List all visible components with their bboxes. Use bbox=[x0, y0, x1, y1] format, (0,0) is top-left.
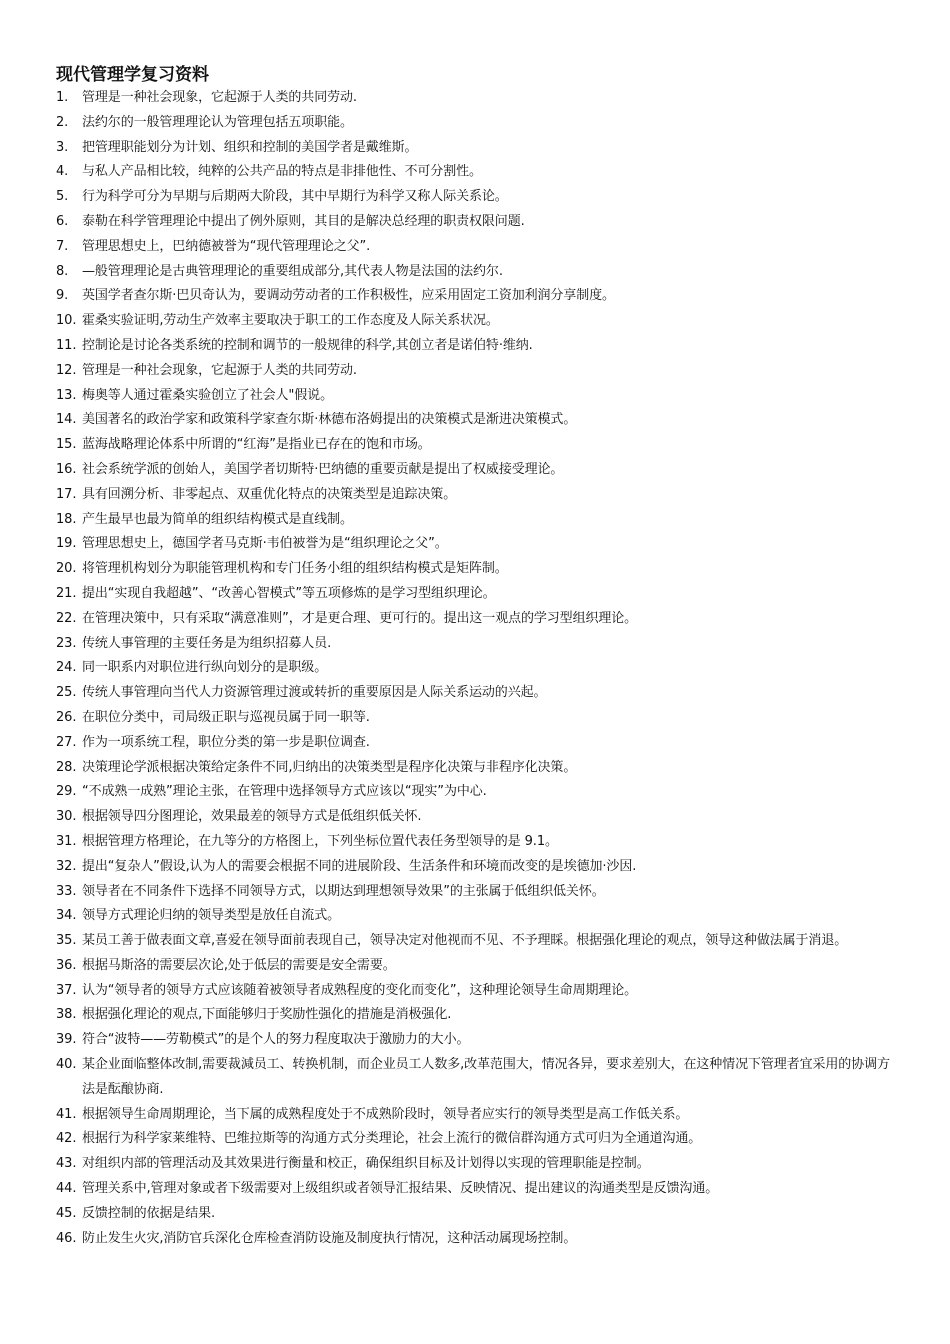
list-item bbox=[56, 681, 902, 706]
item-number: 45. bbox=[56, 1205, 77, 1221]
item-number: 12. bbox=[56, 362, 77, 378]
item-text: 社会系统学派的创始人，美国学者切斯特·巴纳德的重要贡献是提出了权威接受理论。 bbox=[82, 461, 564, 477]
item-number: 20. bbox=[56, 561, 77, 577]
item-number: 31. bbox=[56, 833, 77, 849]
list-item bbox=[56, 458, 902, 483]
item-text: 作为一项系统工程，职位分类的第一步是职位调查. bbox=[82, 734, 370, 750]
item-text: 传统人事管理向当代人力资源管理过渡或转折的重要原因是人际关系运动的兴起。 bbox=[82, 685, 547, 701]
list-item bbox=[56, 805, 902, 830]
list-item bbox=[56, 1053, 902, 1103]
item-number: 10. bbox=[56, 313, 77, 329]
item-text: 某员工善于做表面文章,喜爱在领导面前表现自己，领导决定对他视而不见、不予理睬。根据强化理论的观点，领导这种做法属于消退。 bbox=[82, 933, 848, 949]
item-number: 30. bbox=[56, 809, 77, 825]
item-text: 管理是一种社会现象，它起源于人类的共同劳动. bbox=[82, 362, 357, 378]
item-number: 37. bbox=[56, 982, 77, 998]
item-text: 认为“领导者的领导方式应该随着被领导者成熟程度的变化而变化”，这种理论领导生命周期理论。 bbox=[82, 982, 638, 998]
item-text: 提出“实现自我超越”、“改善心智模式”等五项修炼的是学习型组织理论。 bbox=[82, 585, 496, 601]
list-item bbox=[56, 359, 902, 384]
item-number: 16. bbox=[56, 461, 77, 477]
item-number: 19. bbox=[56, 536, 77, 552]
item-text: 在职位分类中，司局级正职与巡视员属于同一职等. bbox=[82, 709, 370, 725]
item-text: 防止发生火灾,消防官兵深化仓库检查消防设施及制度执行情况，这种活动属现场控制。 bbox=[82, 1230, 577, 1246]
item-number: 43. bbox=[56, 1156, 77, 1172]
item-text: 根据领导四分图理论，效果最差的领导方式是低组织低关怀. bbox=[82, 809, 422, 825]
list-item bbox=[56, 136, 902, 161]
list-item bbox=[56, 1202, 902, 1227]
list-item bbox=[56, 1227, 902, 1252]
list-item bbox=[56, 1127, 902, 1152]
item-text: 将管理机构划分为职能管理机构和专门任务小组的组织结构模式是矩阵制。 bbox=[82, 561, 508, 577]
item-text: 决策理论学派根据决策给定条件不同,归纳出的决策类型是程序化决策与非程序化决策。 bbox=[82, 759, 577, 775]
item-text: 根据管理方格理论，在九等分的方格图上，下列坐标位置代表任务型领导的是 9.1。 bbox=[82, 833, 558, 849]
item-text: 领导方式理论归纳的领导类型是放任自流式。 bbox=[82, 908, 341, 924]
list-item bbox=[56, 756, 902, 781]
item-text: 具有回溯分析、非零起点、双重优化特点的决策类型是追踪决策。 bbox=[82, 486, 457, 502]
item-number: 2. bbox=[56, 114, 69, 130]
item-number: 9. bbox=[56, 288, 69, 304]
list-item bbox=[56, 309, 902, 334]
item-number: 35. bbox=[56, 933, 77, 949]
item-number: 23. bbox=[56, 635, 77, 651]
item-text: 根据领导生命周期理论，当下属的成熟程度处于不成熟阶段时，领导者应实行的领导类型是高工作低关系。 bbox=[82, 1106, 689, 1122]
list-item bbox=[56, 706, 902, 731]
item-number: 29. bbox=[56, 784, 77, 800]
list-item bbox=[56, 185, 902, 210]
item-number: 42. bbox=[56, 1131, 77, 1147]
list-item bbox=[56, 86, 902, 111]
list-item bbox=[56, 408, 902, 433]
item-text: 控制论是讨论各类系统的控制和调节的一般规律的科学,其创立者是诺伯特·维纳. bbox=[82, 337, 533, 353]
item-text: 提出“复杂人”假设,认为人的需要会根据不同的进展阶段、生活条件和环境而改变的是埃德加·沙因. bbox=[82, 858, 637, 874]
item-text: 传统人事管理的主要任务是为组织招募人员. bbox=[82, 635, 332, 651]
item-number: 39. bbox=[56, 1032, 77, 1048]
list-item bbox=[56, 780, 902, 805]
list-item bbox=[56, 260, 902, 285]
list-item bbox=[56, 483, 902, 508]
item-number: 34. bbox=[56, 908, 77, 924]
item-text: 行为科学可分为早期与后期两大阶段，其中早期行为科学又称人际关系论。 bbox=[82, 189, 508, 205]
item-text: 泰勒在科学管理理论中提出了例外原则，其目的是解决总经理的职责权限问题. bbox=[82, 213, 525, 229]
item-text: 与私人产品相比较，纯粹的公共产品的特点是非排他性、不可分割性。 bbox=[82, 164, 482, 180]
item-text: 对组织内部的管理活动及其效果进行衡量和校正，确保组织目标及计划得以实现的管理职能是控制。 bbox=[82, 1156, 650, 1172]
list-item bbox=[56, 334, 902, 359]
item-text: 某企业面临整体改制,需要裁減员工、转换机制，而企业员工人数多,改革范围大，情况各异，要求差别大，在这种情况下管理者宜采用的协调方法是酝酿协商. bbox=[82, 1057, 890, 1097]
item-number: 3. bbox=[56, 139, 69, 155]
item-number: 17. bbox=[56, 486, 77, 502]
item-number: 1. bbox=[56, 90, 69, 105]
item-number: 4. bbox=[56, 164, 69, 180]
item-text: 管理思想史上，巴纳德被誉为“现代管理理论之父”. bbox=[82, 238, 371, 254]
item-number: 18. bbox=[56, 511, 77, 527]
item-text: 把管理职能划分为计划、组织和控制的美国学者是戴维斯。 bbox=[82, 139, 418, 155]
item-text: 梅奥等人通过霍桑实验创立了社会人"假说。 bbox=[82, 387, 333, 403]
document-title: 现代管理学复习资料 bbox=[56, 65, 209, 85]
item-number: 41. bbox=[56, 1106, 77, 1122]
list-item bbox=[56, 830, 902, 855]
list-item bbox=[56, 1003, 902, 1028]
list-item bbox=[56, 1177, 902, 1202]
item-text: 法约尔的一般管理理论认为管理包括五项职能。 bbox=[82, 114, 353, 130]
item-number: 21. bbox=[56, 585, 77, 601]
item-text: 反馈控制的依据是结果. bbox=[82, 1205, 216, 1221]
list-item bbox=[56, 731, 902, 756]
list-item bbox=[56, 1103, 902, 1128]
list-item bbox=[56, 979, 902, 1004]
item-number: 32. bbox=[56, 858, 77, 874]
item-text: —般管理理论是古典管理理论的重要组成部分,其代表人物是法国的法约尔. bbox=[82, 263, 503, 279]
list-item bbox=[56, 508, 902, 533]
item-text: 管理是一种社会现象，它起源于人类的共同劳动. bbox=[82, 90, 357, 105]
list-item bbox=[56, 880, 902, 905]
item-number: 6. bbox=[56, 213, 69, 229]
item-number: 36. bbox=[56, 957, 77, 973]
list-item bbox=[56, 1152, 902, 1177]
item-number: 22. bbox=[56, 610, 77, 626]
item-text: 同一职系内对职位进行纵向划分的是职级。 bbox=[82, 660, 328, 676]
item-number: 26. bbox=[56, 709, 77, 725]
item-number: 28. bbox=[56, 759, 77, 775]
item-number: 38. bbox=[56, 1007, 77, 1023]
list-item bbox=[56, 954, 902, 979]
item-number: 11. bbox=[56, 337, 77, 353]
item-number: 25. bbox=[56, 685, 77, 701]
list-item bbox=[56, 160, 902, 185]
item-text: 根据行为科学家莱维特、巴维拉斯等的沟通方式分类理论，社会上流行的微信群沟通方式可归为全通道沟通。 bbox=[82, 1131, 702, 1147]
item-number: 44. bbox=[56, 1181, 77, 1197]
list-item bbox=[56, 532, 902, 557]
list-item bbox=[56, 656, 902, 681]
item-number: 5. bbox=[56, 189, 69, 205]
item-text: 英国学者查尔斯·巴贝奇认为，要调动劳动者的工作积极性，应采用固定工资加利润分享制度。 bbox=[82, 288, 615, 304]
list-item bbox=[56, 235, 902, 260]
item-text: 符合“波特——劳勒模式”的是个人的努力程度取决于激励力的大小。 bbox=[82, 1032, 470, 1048]
list-item bbox=[56, 557, 902, 582]
item-number: 8. bbox=[56, 263, 69, 279]
item-text: 在管理决策中，只有采取“满意准则”，才是更合理、更可行的。提出这一观点的学习型组织理论。 bbox=[82, 610, 638, 626]
item-text: 根据强化理论的观点,下面能够归于奖励性强化的措施是消极强化. bbox=[82, 1007, 452, 1023]
item-text: 蓝海战略理论体系中所谓的“红海”是指业已存在的饱和市场。 bbox=[82, 437, 431, 453]
list-item bbox=[56, 582, 902, 607]
item-number: 27. bbox=[56, 734, 77, 750]
list-item bbox=[56, 433, 902, 458]
list-item bbox=[56, 1028, 902, 1053]
list-item bbox=[56, 210, 902, 235]
item-number: 40. bbox=[56, 1057, 77, 1073]
item-text: 根据马斯洛的需要层次论,处于低层的需要是安全需要。 bbox=[82, 957, 396, 973]
item-text: 美国著名的政治学家和政策科学家查尔斯·林德布洛姆提出的决策模式是渐进决策模式。 bbox=[82, 412, 577, 428]
document-page bbox=[56, 64, 902, 1251]
item-text: 霍桑实验证明,劳动生产效率主要取决于职工的工作态度及人际关系状况。 bbox=[82, 313, 499, 329]
item-number: 14. bbox=[56, 412, 77, 428]
list-item bbox=[56, 384, 902, 409]
list-item bbox=[56, 607, 902, 632]
item-number: 24. bbox=[56, 660, 77, 676]
list-item bbox=[56, 632, 902, 657]
item-number: 15. bbox=[56, 437, 77, 453]
list-item bbox=[56, 929, 902, 954]
item-text: 管理思想史上，德国学者马克斯·韦伯被誉为是“组织理论之父”。 bbox=[82, 536, 448, 552]
item-text: 产生最早也最为简单的组织结构模式是直线制。 bbox=[82, 511, 353, 527]
item-text: 领导者在不同条件下选择不同领导方式，以期达到理想领导效果”的主张属于低组织低关怀。 bbox=[82, 883, 605, 899]
item-text: “不成熟一成熟”理论主张，在管理中选择领导方式应该以“现实”为中心. bbox=[82, 784, 487, 800]
item-number: 13. bbox=[56, 387, 77, 403]
item-number: 33. bbox=[56, 883, 77, 899]
item-number: 46. bbox=[56, 1230, 77, 1246]
list-item bbox=[56, 855, 902, 880]
item-text: 管理关系中,管理对象或者下级需要对上级组织或者领导汇报结果、反映情况、提出建议的沟通类型是反馈沟通。 bbox=[82, 1181, 719, 1197]
question-list bbox=[56, 86, 902, 1251]
list-item bbox=[56, 111, 902, 136]
list-item bbox=[56, 904, 902, 929]
item-number: 7. bbox=[56, 238, 69, 254]
list-item bbox=[56, 284, 902, 309]
